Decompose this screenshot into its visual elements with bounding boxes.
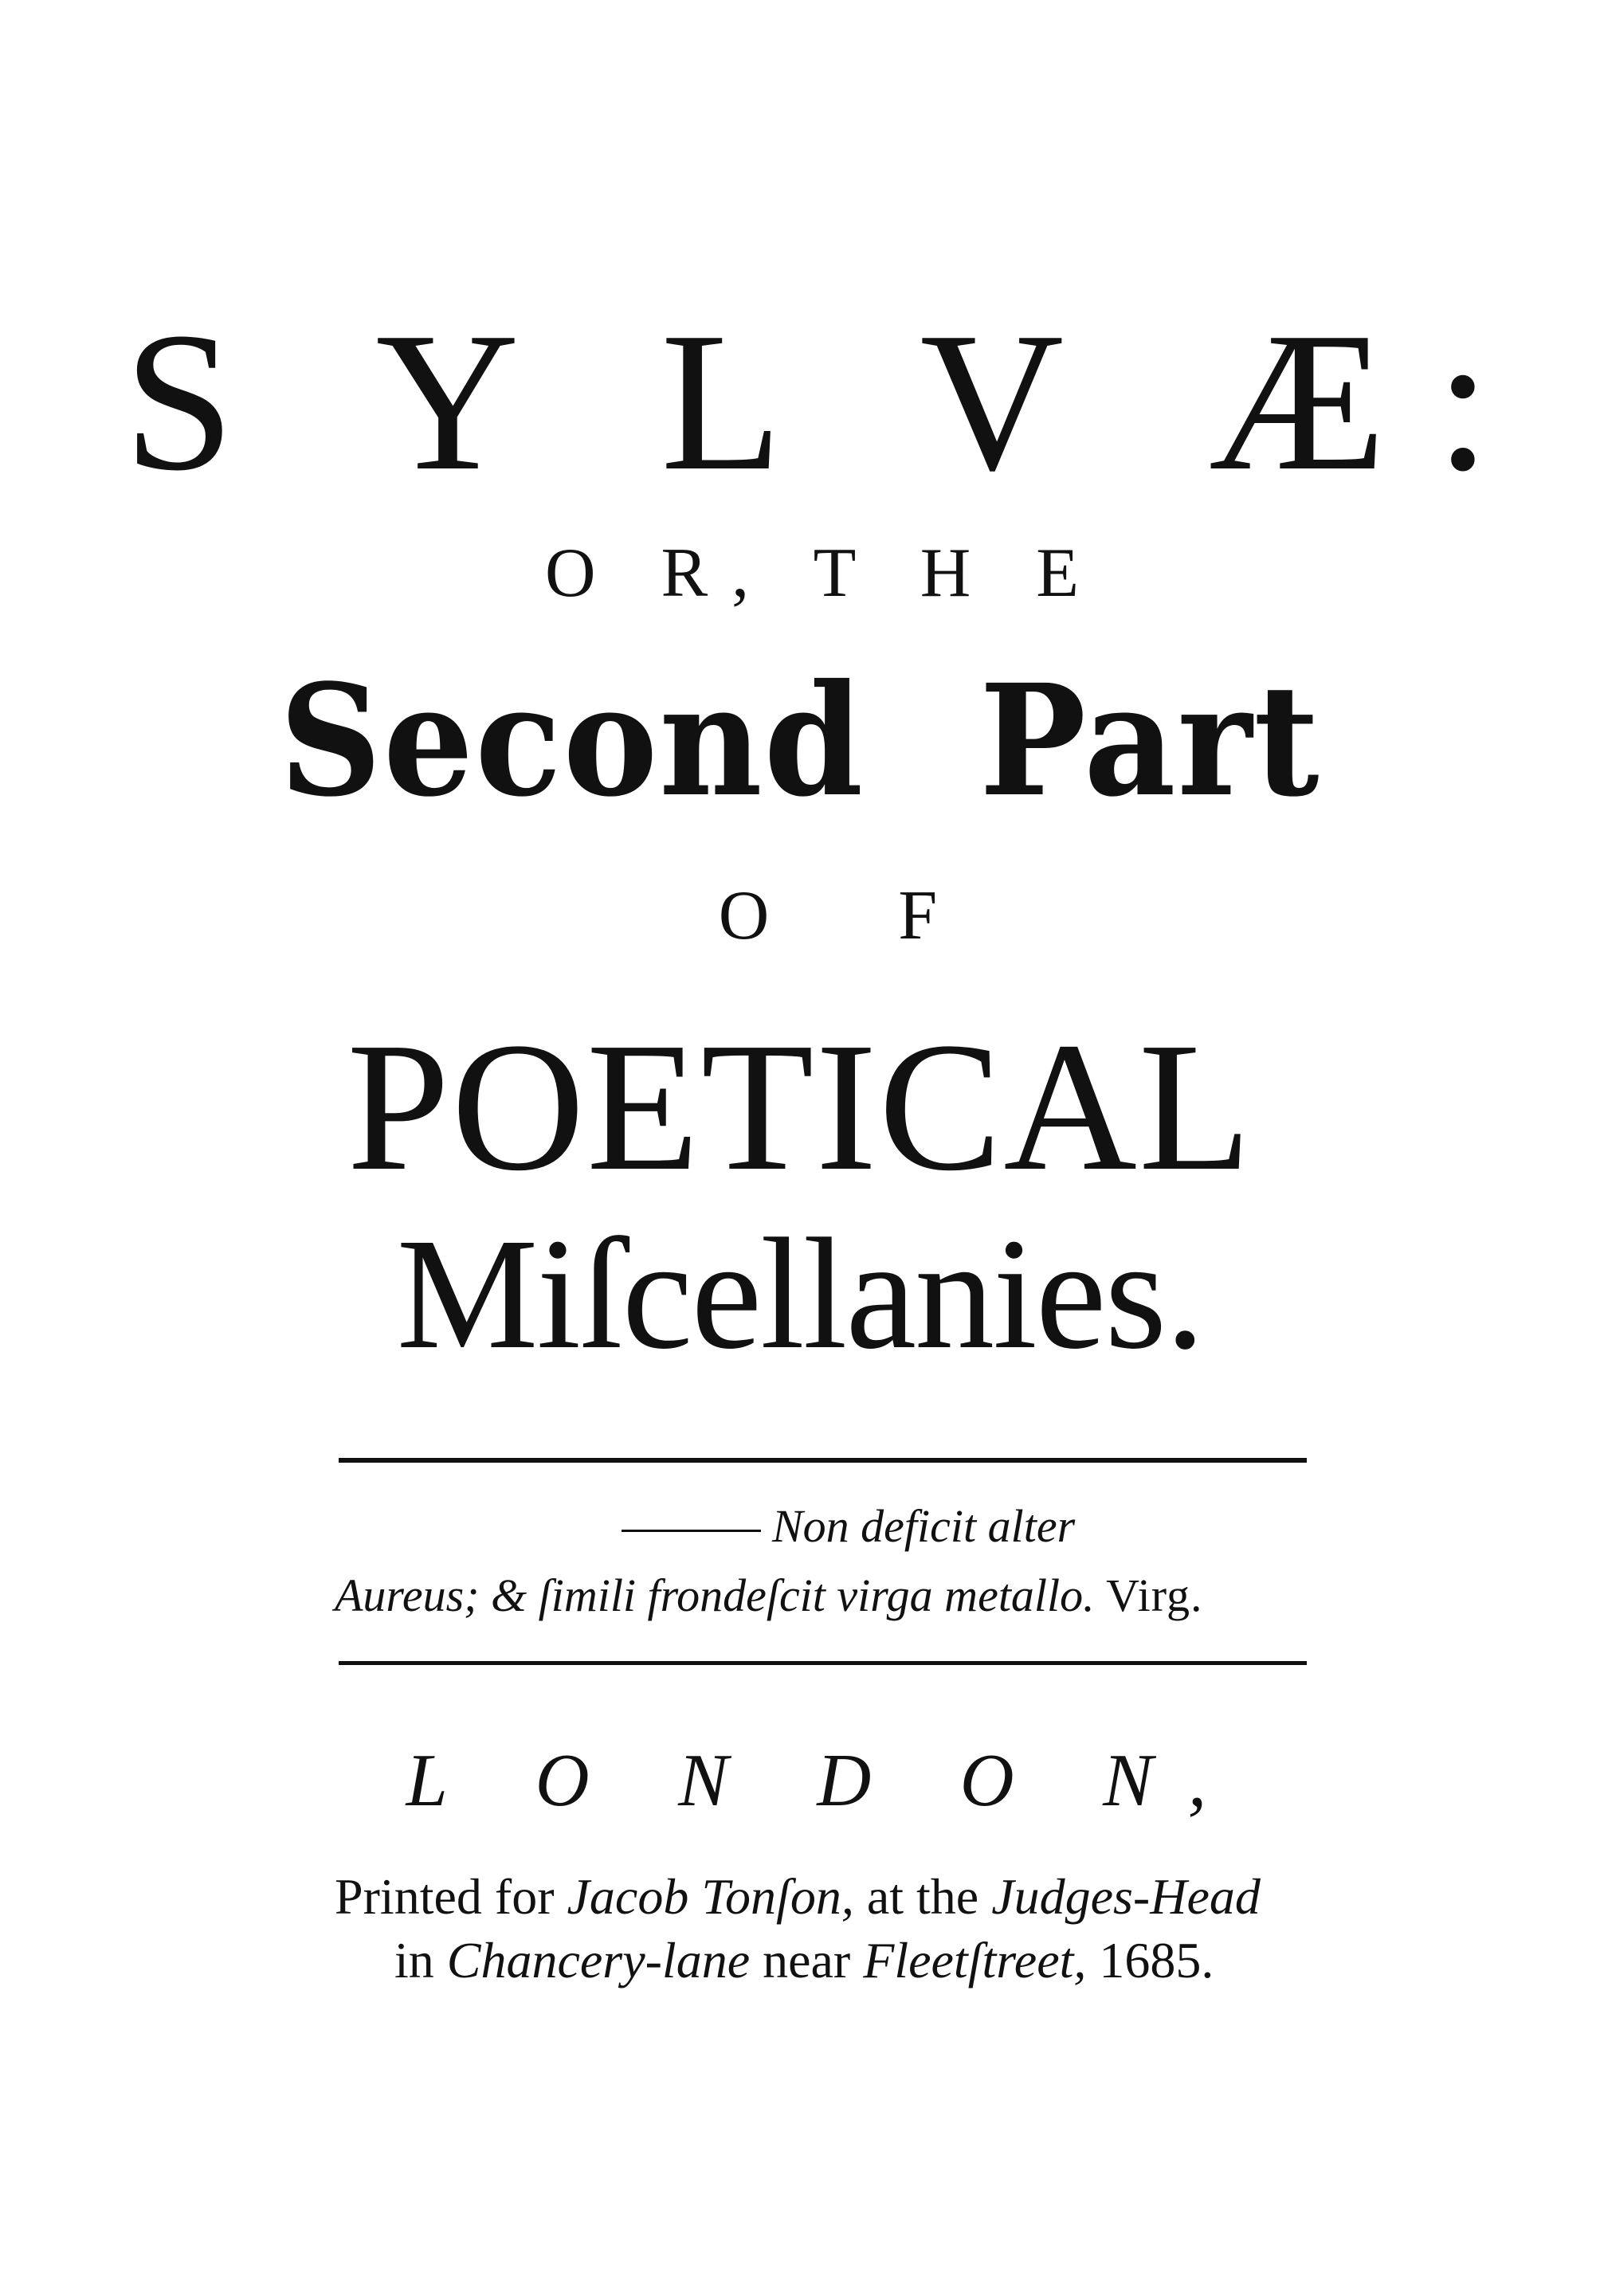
epigraph-line-1-text: Non deficit alter bbox=[772, 1500, 1076, 1552]
imprint-street: Chancery-lane bbox=[446, 1932, 751, 1988]
epigraph-line-1 bbox=[622, 1496, 1075, 1557]
miscellanies-heading: Miſcellanies. bbox=[396, 1206, 1204, 1382]
imprint-at-the: at the bbox=[866, 1868, 979, 1925]
epigraph-dash bbox=[622, 1530, 761, 1532]
imprint-landmark: Fleetſtreet, bbox=[863, 1932, 1087, 1988]
main-title: S Y L V Æ: bbox=[124, 292, 1540, 512]
imprint-near: near bbox=[763, 1932, 851, 1988]
poetical-heading: POETICAL bbox=[347, 1005, 1253, 1209]
imprint-sign: Judges-Head bbox=[991, 1868, 1261, 1925]
subtitle-or-the: O R, T H E bbox=[544, 535, 1104, 612]
second-part-heading: Second Part bbox=[279, 650, 1321, 831]
of-line: O F bbox=[718, 877, 994, 954]
imprint-line-1 bbox=[335, 1864, 1261, 1930]
top-rule-divider bbox=[339, 1458, 1307, 1463]
imprint-in: in bbox=[394, 1932, 434, 1988]
epigraph-line-2-text: Aureus; & ſimili frondeſcit virga metallo. bbox=[335, 1569, 1095, 1621]
epigraph-line-2 bbox=[335, 1565, 1202, 1626]
imprint-printed-for: Printed for bbox=[335, 1868, 555, 1925]
imprint-place: L O N D O N, bbox=[406, 1739, 1242, 1822]
imprint-year: 1685. bbox=[1099, 1932, 1214, 1988]
imprint-line-2 bbox=[394, 1928, 1214, 1993]
epigraph-attribution: Virg. bbox=[1106, 1569, 1203, 1621]
imprint-publisher: Jacob Tonſon, bbox=[567, 1868, 854, 1925]
bottom-rule-divider bbox=[339, 1661, 1307, 1665]
